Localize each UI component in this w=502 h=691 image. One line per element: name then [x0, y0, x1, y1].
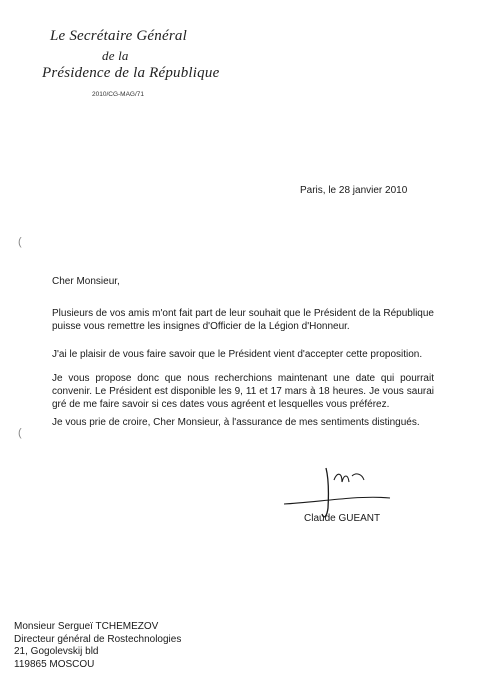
paragraph-2: J'ai le plaisir de vous faire savoir que le Président vient d'accepter cette proposition. — [52, 349, 423, 360]
recipient-address — [14, 621, 181, 671]
letterhead-connector-line: de la — [102, 48, 129, 63]
recipient-street: 21, Gogolevskij bld — [14, 646, 99, 657]
letterhead-title-line: Le Secrétaire Général — [50, 28, 187, 44]
recipient-name: Monsieur Sergueï TCHEMEZOV — [14, 621, 159, 632]
margin-punch-mark: ( — [18, 427, 22, 439]
margin-punch-mark: ( — [18, 236, 22, 248]
date-line: Paris, le 28 janvier 2010 — [300, 185, 408, 196]
salutation: Cher Monsieur, — [52, 276, 120, 287]
paragraph-1: Plusieurs de vos amis m'ont fait part de leur souhait que le Président de la République puisse vous remettre les insignes d'Officier de la Légion d'Honneur. — [52, 308, 434, 332]
reference-number: 2010/CG-MAG/71 — [92, 91, 145, 98]
recipient-city: 119865 MOSCOU — [14, 658, 95, 670]
paragraph-3: Je vous propose donc que nous recherchions maintenant une date qui pourrait convenir. Le Président est disponible les 9, 11 et 17 mars à 18 heures. Je vous saurai gré de me faire savoir si ces dates vous agréent et lesquelles vous préférez. — [52, 373, 434, 410]
paragraph-4: Je vous prie de croire, Cher Monsieur, à l'assurance de mes sentiments distingués. — [52, 417, 420, 428]
signatory-name: Claude GUEANT — [304, 513, 381, 524]
recipient-title: Directeur général de Rostechnologies — [14, 633, 182, 645]
letterhead-institution-line: Présidence de la République — [42, 65, 220, 81]
